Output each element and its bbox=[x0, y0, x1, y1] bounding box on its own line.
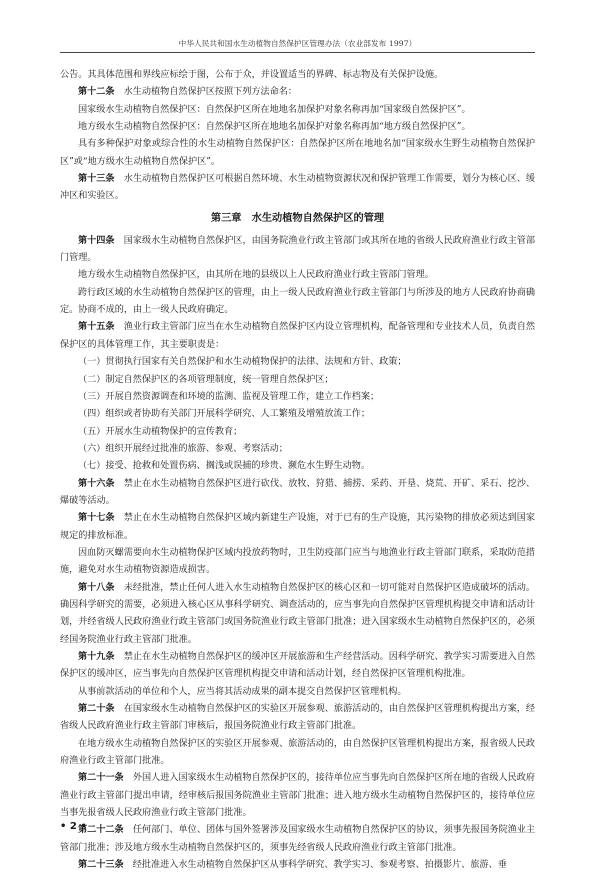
article-12-body: 水生动植物自然保护区按照下列方法命名： bbox=[123, 87, 297, 98]
article-14-title: 第十四条 bbox=[78, 235, 115, 246]
article-18-body: 未经批准，禁止任何人进入水生动植物自然保护区的核心区和一切可能对自然保护区造成破坏的活动。确因科学研究的需要，必须进入核心区从事科学研究、调查活动的，应当事先向自然保护区管理机构提交申请和活动计划，并经省级人民政府渔业行政主管部门或国务院渔业行政主管部门批准；进入国家级水生动植物自然保护区的，必须经国务院渔业行政主管部门批准。 bbox=[60, 582, 536, 645]
article-19 bbox=[60, 649, 535, 684]
article-21 bbox=[60, 770, 535, 822]
article-18 bbox=[60, 580, 535, 649]
article-17-para-1: 因血防灭螺需要向水生动植物保护区域内投放药物时，卫生防疫部门应当与地渔业行政主管部门联系，采取防范措施，避免对水生动植物资源造成损害。 bbox=[60, 547, 535, 576]
article-15-item-7: （七）接受、抢救和处置伤病、搁浅或误捕的珍贵、濒危水生野生动物。 bbox=[78, 461, 370, 472]
article-15-item-1: （一）贯彻执行国家有关自然保护和水生动植物保护的法律、法规和方针、政策； bbox=[78, 357, 407, 368]
article-20-body: 在国家级水生动植物自然保护区的实验区开展参观、旅游活动的，由自然保护区管理机构提出方案，经省级人民政府渔业行政主管部门审核后，报国务院渔业行政主管部门批准。 bbox=[60, 704, 536, 732]
running-header: 中华人民共和国水生动植物自然保护区管理办法（农业部发布 1997） bbox=[178, 39, 417, 48]
article-21-title: 第二十一条 bbox=[78, 773, 124, 784]
article-15-title: 第十五条 bbox=[78, 322, 115, 333]
article-19-title: 第十九条 bbox=[78, 652, 115, 662]
page-number: • 2 • bbox=[60, 821, 87, 832]
article-16 bbox=[60, 476, 535, 511]
article-14-body: 国家级水生动植物自然保护区，由国务院渔业行政主管部门或其所在地的省级人民政府渔业行政主管部门管理。 bbox=[60, 235, 536, 264]
article-15 bbox=[60, 319, 535, 354]
header-rule bbox=[60, 52, 535, 53]
article-22 bbox=[60, 822, 535, 857]
article-13 bbox=[60, 171, 535, 206]
article-13-body: 水生动植物自然保护区可根据自然环境、水生动植物资源状况和保护管理工作需要，划分为核心区、缓冲区和实验区。 bbox=[60, 174, 536, 202]
article-12 bbox=[60, 84, 535, 101]
article-14-para-2: 跨行政区域的水生动植物自然保护区的管理，由上一级人民政府渔业行政主管部门与所涉及的地方人民政府协商确定。协商不成的，由上一级人民政府确定。 bbox=[60, 287, 535, 316]
article-12-para-3: 具有多种保护对象或综合性的水生动植物自然保护区：自然保护区所在地地名加“国家级水生野生动植物自然保护区”或“地方级水生动植物自然保护区”。 bbox=[60, 139, 535, 167]
article-20-title: 第二十条 bbox=[78, 704, 115, 715]
article-15-item-2: （二）制定自然保护区的各项管理制度，统一管理自然保护区； bbox=[78, 374, 334, 385]
page-body bbox=[60, 67, 535, 874]
article-16-title: 第十六条 bbox=[78, 478, 115, 489]
article-20 bbox=[60, 701, 535, 736]
article-21-body: 外国人进入国家级水生动植物自然保护区的，接待单位应当事先向自然保护区所在地的省级人民政府渔业行政主管部门提出申请，经审核后报国务院渔业主管部门批准；进入地方级水生动植物自然保护区的，接待单位应当事先报省级人民政府渔业行政主管部门批准。 bbox=[60, 773, 536, 819]
article-14 bbox=[60, 233, 535, 268]
article-15-item-6: （六）组织开展经过批准的旅游、参观、考察活动； bbox=[78, 443, 288, 454]
article-18-title: 第十八条 bbox=[78, 582, 115, 593]
article-23 bbox=[60, 857, 535, 874]
article-19-para-1: 从事前款活动的单位和个人，应当将其活动成果的副本提交自然保护区管理机构。 bbox=[78, 686, 407, 697]
article-15-item-3: （三）开展自然资源调查和环境的监测、监视及管理工作，建立工作档案； bbox=[78, 391, 380, 402]
article-17-title: 第十七条 bbox=[78, 513, 115, 524]
article-17-body: 禁止在水生动植物自然保护区域内新建生产设施，对于已有的生产设施，其污染物的排放必须达到国家规定的排放标准。 bbox=[60, 513, 536, 541]
article-15-item-5: （五）开展水生动植物保护的宣传教育； bbox=[78, 426, 243, 437]
chapter-heading: 第三章 水生动植物自然保护区的管理 bbox=[210, 212, 385, 224]
article-12-title: 第十二条 bbox=[78, 87, 115, 98]
intro-paragraph: 公告。其具体范围和界线应标绘于图，公布于众，并设置适当的界碑、标志物及有关保护设施。 bbox=[60, 70, 444, 80]
article-14-para-1: 地方级水生动植物自然保护区，由其所在地的县级以上人民政府渔业行政主管部门管理。 bbox=[78, 270, 434, 281]
article-12-para-2: 地方级水生动植物自然保护区：自然保护区所在地地名加保护对象名称再加“地方级自然保护区”。 bbox=[78, 122, 471, 133]
article-22-title: 第二十二条 bbox=[78, 825, 124, 836]
article-15-body: 渔业行政主管部门应当在水生动植物自然保护区内设立管理机构，配备管理和专业技术人员，负责自然保护区的具体管理工作，其主要职责是： bbox=[60, 322, 536, 350]
article-23-title: 第二十三条 bbox=[78, 860, 124, 871]
article-17 bbox=[60, 510, 535, 545]
article-12-para-1: 国家级水生动植物自然保护区：自然保护区所在地地名加保护对象名称再加“国家级自然保护区”。 bbox=[78, 104, 471, 115]
article-13-title: 第十三条 bbox=[78, 174, 115, 185]
article-16-body: 禁止在水生动植物自然保护区进行砍伐、放牧、狩猎、捕捞、采药、开垦、烧荒、开矿、采石、挖沙、爆破等活动。 bbox=[60, 478, 536, 506]
article-22-body: 任何部门、单位、团体与国外签署涉及国家级水生动植物自然保护区的协议，须事先报国务院渔业主管部门批准；涉及地方级水生动植物自然保护区的，须事先经省级人民政府渔业行政主管部门批准。 bbox=[60, 825, 536, 853]
article-20-para-1: 在地方级水生动植物自然保护区的实验区开展参观、旅游活动的，由自然保护区管理机构提出方案，报省级人民政府渔业行政主管部门批准。 bbox=[60, 738, 535, 767]
article-19-body: 禁止在水生动植物自然保护区的缓冲区开展旅游和生产经营活动。因科学研究、教学实习需要进入自然保护区的缓冲区，应当事先向自然保护区管理机构提交申请和活动计划，经自然保护区管理机构批准。 bbox=[60, 652, 536, 680]
article-15-item-4: （四）组织或者协助有关部门开展科学研究、人工繁殖及增殖放流工作； bbox=[78, 409, 370, 420]
article-23-body: 经批准进入水生动植物自然保护区从事科学研究、教学实习、参观考察、拍摄影片、旅游、垂 bbox=[132, 860, 507, 871]
